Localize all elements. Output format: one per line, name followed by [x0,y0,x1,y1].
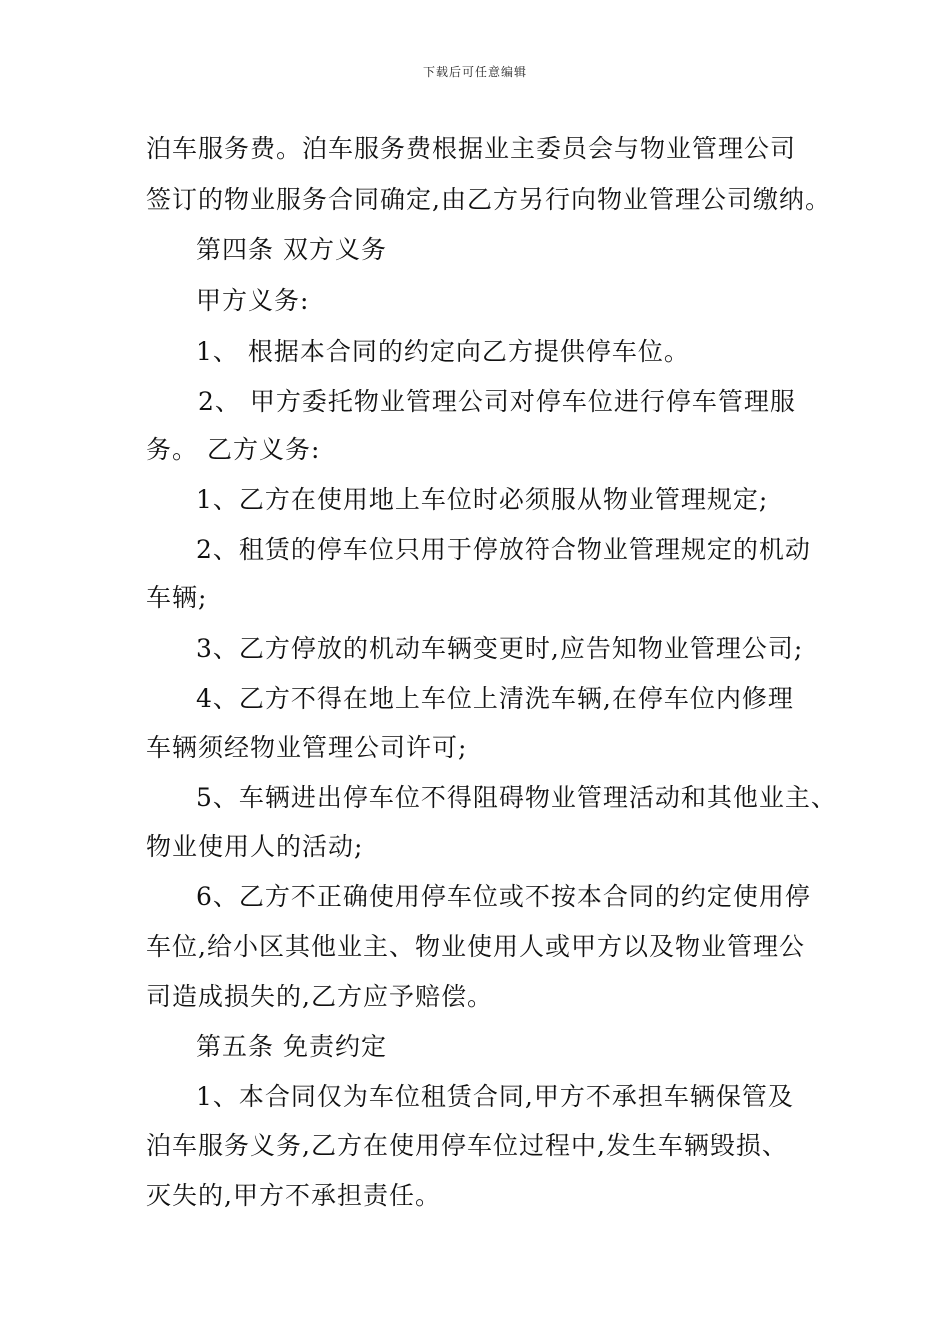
list-item: 3、乙方停放的机动车辆变更时,应告知物业管理公司; [196,634,804,663]
text-line: 务。 乙方义务: [146,435,321,464]
section-heading: 第五条 免责约定 [196,1032,387,1061]
text-line: 灭失的,甲方不承担责任。 [146,1181,441,1210]
list-item: 1、本合同仅为车位租赁合同,甲方不承担车辆保管及 [196,1082,794,1111]
text-line: 车位,给小区其他业主、物业使用人或甲方以及物业管理公 [146,932,805,961]
text-line: 签订的物业服务合同确定,由乙方另行向物业管理公司缴纳。 [146,185,831,214]
text-line: 车辆须经物业管理公司许可; [146,733,468,762]
list-item: 5、车辆进出停车位不得阻碍物业管理活动和其他业主、 [196,783,837,812]
list-item: 1、乙方在使用地上车位时必须服从物业管理规定; [196,485,769,514]
page-header: 下载后可任意编辑 [422,65,527,79]
list-item: 2、 甲方委托物业管理公司对停车位进行停车管理服 [198,387,796,416]
text-line: 司造成损失的,乙方应予赔偿。 [146,982,493,1011]
text-line: 泊车服务费。泊车服务费根据业主委员会与物业管理公司 [146,134,797,163]
list-item: 4、乙方不得在地上车位上清洗车辆,在停车位内修理 [196,684,794,713]
text-line: 物业使用人的活动; [146,832,364,861]
section-heading: 第四条 双方义务 [196,235,387,264]
text-line: 泊车服务义务,乙方在使用停车位过程中,发生车辆毁损、 [146,1131,788,1160]
text-line: 车辆; [146,583,208,612]
list-item: 6、乙方不正确使用停车位或不按本合同的约定使用停 [196,882,811,911]
subheading: 甲方义务: [196,286,310,315]
list-item: 2、租赁的停车位只用于停放符合物业管理规定的机动 [196,535,811,564]
list-item: 1、 根据本合同的约定向乙方提供停车位。 [196,337,690,366]
